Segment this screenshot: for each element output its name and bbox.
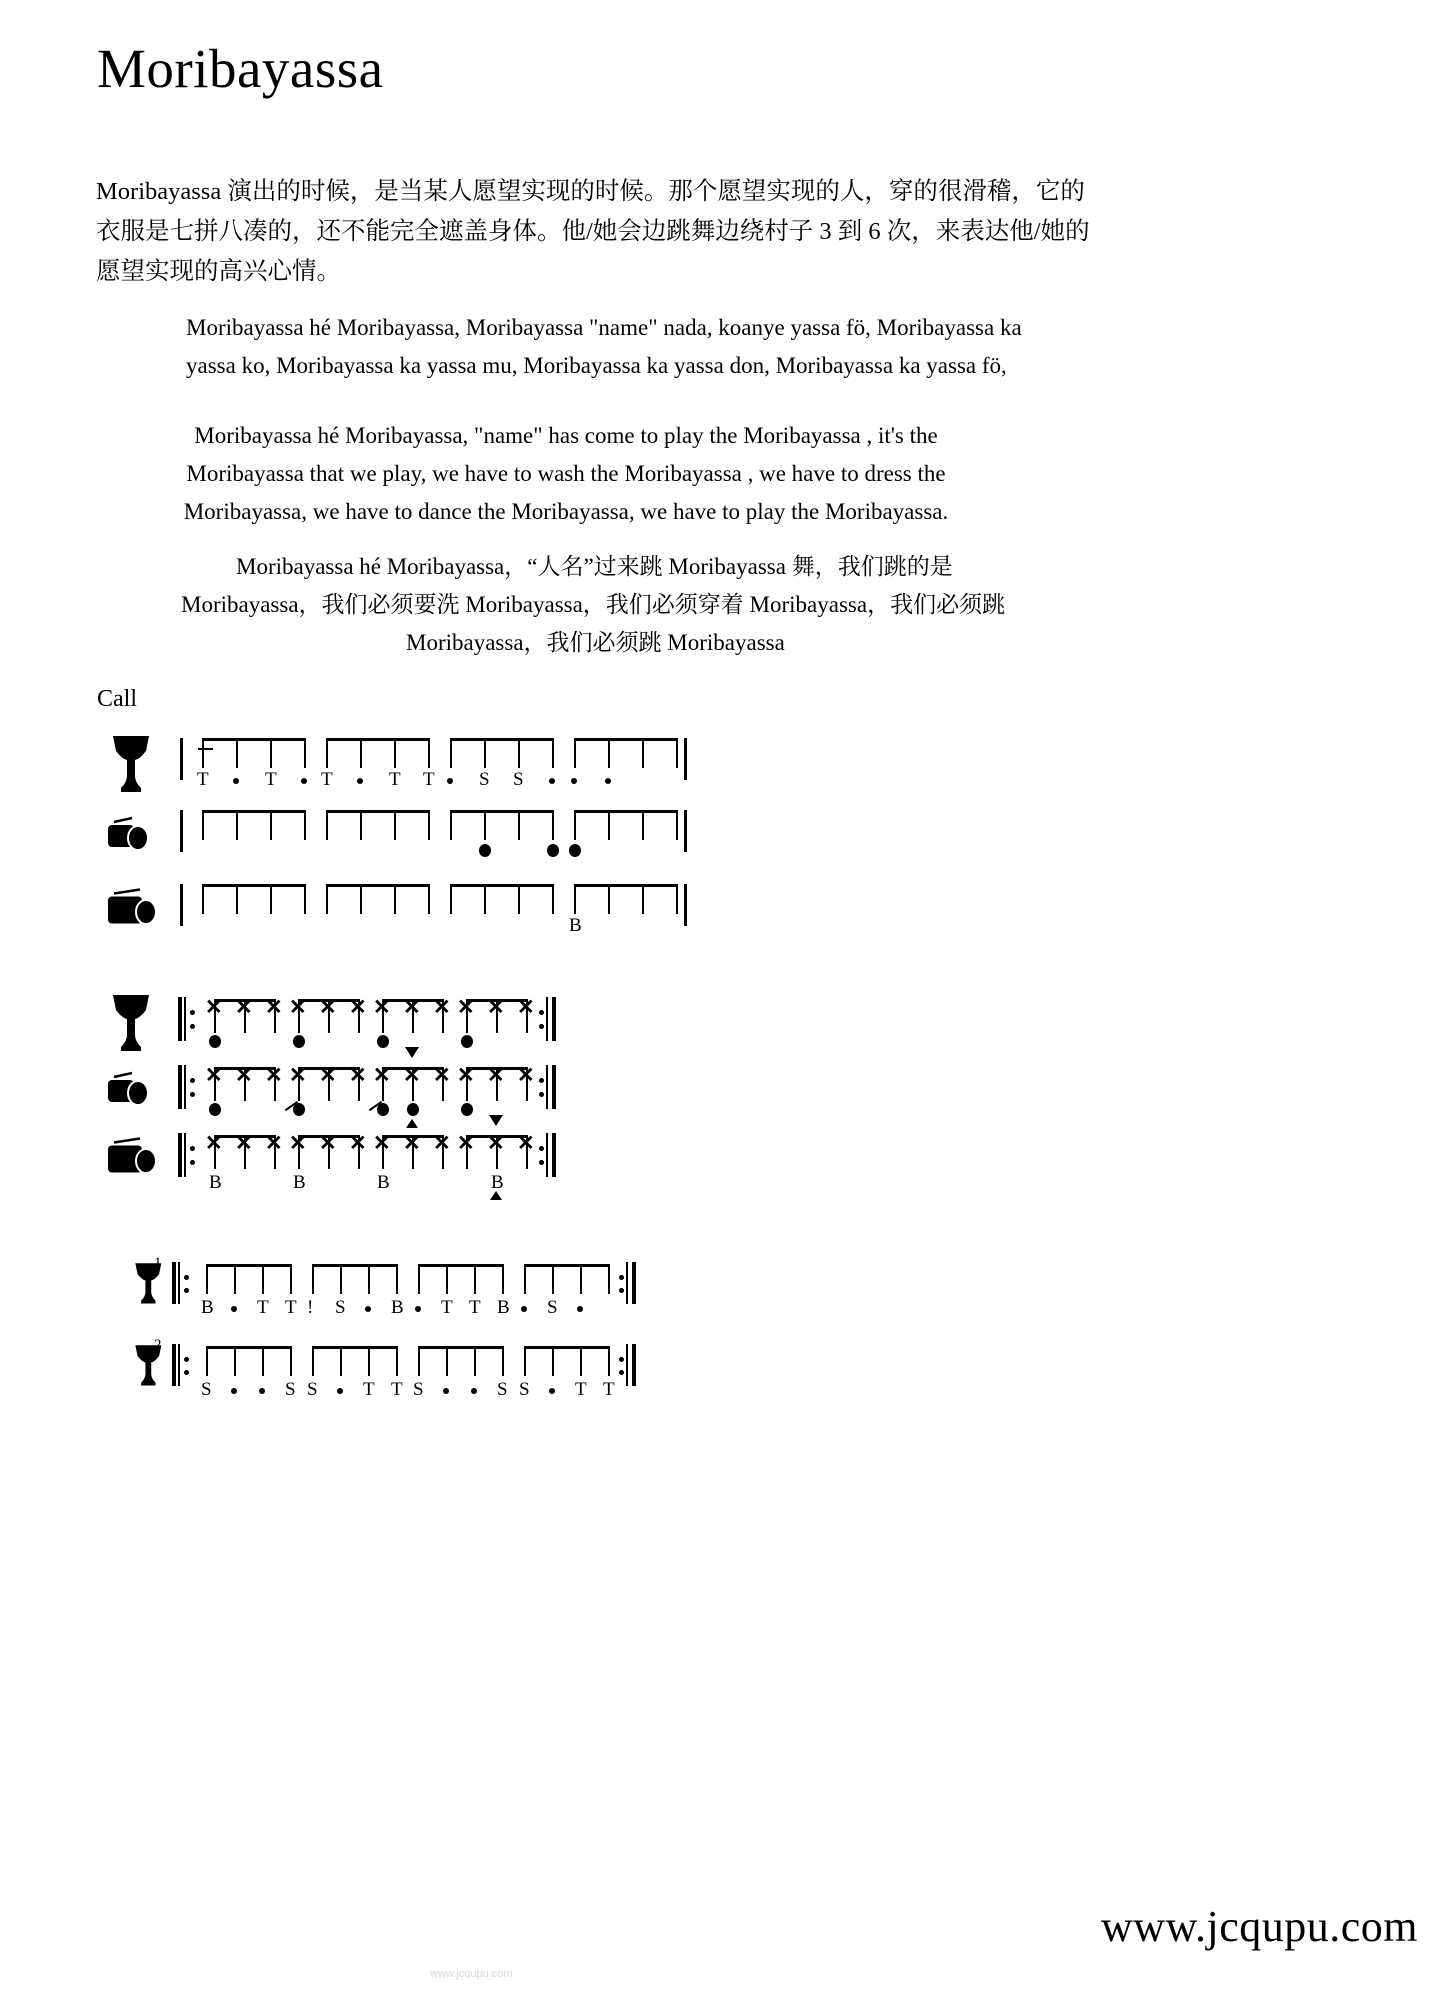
stroke-letter: T [441, 1297, 453, 1318]
intro-line: Moribayassa 演出的时候，是当某人愿望实现的时候。那个愿望实现的人，穿的很滑稽，它的 [96, 178, 1085, 205]
stroke-letter: B [497, 1297, 510, 1318]
measure-area [170, 985, 690, 1059]
verse-chinese [96, 548, 1036, 662]
stroke-letter: T [389, 769, 401, 790]
x-notehead: ✕ [373, 1132, 391, 1155]
x-notehead: ✕ [349, 1132, 367, 1155]
stroke-letter: T [257, 1297, 269, 1318]
x-notehead: ✕ [265, 1064, 283, 1087]
rest-dot [365, 1306, 371, 1312]
rest-dot [549, 778, 555, 784]
filled-notehead [209, 1035, 221, 1048]
stroke-letter: S [413, 1379, 424, 1400]
measure-area [170, 726, 690, 800]
x-notehead: ✕ [433, 1064, 451, 1087]
stroke-letter: B [293, 1172, 306, 1193]
stroke-letter: T [285, 1297, 297, 1318]
barline [180, 884, 183, 926]
x-notehead: ✕ [517, 996, 535, 1019]
stroke-letter: B [391, 1297, 404, 1318]
stroke-letter: B [209, 1172, 222, 1193]
x-notehead: ✕ [319, 1064, 337, 1087]
stroke-letter: T [197, 769, 209, 790]
verse-line: yassa ko, Moribayassa ka yassa mu, Moribayassa ka yassa don, Moribayassa ka yassa fö, [186, 353, 1007, 378]
x-notehead: ✕ [289, 1064, 307, 1087]
footer-url: www.jcqupu.com [1101, 1902, 1418, 1951]
rest-dot [471, 1388, 477, 1394]
x-notehead: ✕ [487, 1064, 505, 1087]
repeat-end-sign [538, 1133, 558, 1177]
filled-notehead [377, 1035, 389, 1048]
accent-down-icon [405, 1047, 419, 1058]
filled-notehead [293, 1035, 305, 1048]
stroke-letter: T [603, 1379, 615, 1400]
x-notehead: ✕ [265, 996, 283, 1019]
verse-line: Moribayassa，我们必须跳 Moribayassa [406, 630, 785, 655]
repeat-end-sign [618, 1262, 638, 1304]
barline [180, 738, 183, 780]
x-notehead: ✕ [265, 1132, 283, 1155]
measure-area [170, 798, 690, 872]
x-notehead: ✕ [457, 996, 475, 1019]
stroke-letter: T [469, 1297, 481, 1318]
filled-notehead [293, 1103, 305, 1116]
x-notehead: ✕ [433, 1132, 451, 1155]
x-notehead: ✕ [517, 1064, 535, 1087]
dunun-large-icon [100, 872, 162, 946]
stroke-letter: S [479, 769, 490, 790]
barline [684, 810, 687, 852]
verse-line: Moribayassa，我们必须要洗 Moribayassa，我们必须穿着 Moribayassa，我们必须跳 [181, 592, 1006, 617]
call-label: Call [97, 686, 137, 712]
measure-area [170, 872, 690, 946]
x-notehead: ✕ [205, 996, 223, 1019]
barline [684, 884, 687, 926]
verse-line: Moribayassa, we have to dance the Moribayassa, we have to play the Moribayassa. [183, 499, 949, 524]
repeat-start-sign [178, 1133, 198, 1177]
repeat-start-sign [178, 997, 198, 1041]
stroke-letter: B [569, 915, 582, 936]
measure-area [166, 1250, 706, 1324]
stroke-letter: S [513, 769, 524, 790]
x-notehead: ✕ [517, 1132, 535, 1155]
stroke-letter: B [377, 1172, 390, 1193]
filled-notehead [377, 1103, 389, 1116]
x-notehead: ✕ [433, 996, 451, 1019]
filled-notehead [569, 844, 581, 857]
rest-dot [415, 1306, 421, 1312]
repeat-end-sign [538, 997, 558, 1041]
x-notehead: ✕ [373, 1064, 391, 1087]
verse-line: Moribayassa that we play, we have to wash the Moribayassa , we have to dress the [186, 461, 946, 486]
filled-notehead [407, 1103, 419, 1116]
repeat-end-sign [618, 1344, 638, 1386]
x-notehead: ✕ [235, 996, 253, 1019]
verse-line: Moribayassa hé Moribayassa, Moribayassa "name" nada, koanye yassa fö, Moribayassa ka [186, 315, 1022, 340]
stroke-letter: S [497, 1379, 508, 1400]
stroke-letter: T [321, 769, 333, 790]
stroke-letter: S [335, 1297, 346, 1318]
rest-dot [443, 1388, 449, 1394]
x-notehead: ✕ [319, 1132, 337, 1155]
x-notehead: ✕ [349, 1064, 367, 1087]
measure-area [166, 1332, 706, 1406]
stroke-letter: T [423, 769, 435, 790]
rest-dot [605, 778, 611, 784]
repeat-end-sign [538, 1065, 558, 1109]
rest-dot [549, 1388, 555, 1394]
x-notehead: ✕ [403, 1132, 421, 1155]
rest-dot [233, 778, 239, 784]
stroke-letter: B [491, 1172, 504, 1193]
x-notehead: ✕ [487, 996, 505, 1019]
rest-dot [301, 778, 307, 784]
rest-dot [231, 1388, 237, 1394]
rest-dot [357, 778, 363, 784]
measure-area [170, 1121, 690, 1195]
intro-paragraph [96, 172, 1090, 292]
repeat-start-sign [172, 1344, 192, 1386]
x-notehead: ✕ [457, 1132, 475, 1155]
rest-dot [571, 778, 577, 784]
x-notehead: ✕ [205, 1064, 223, 1087]
filled-notehead [547, 844, 559, 857]
stroke-letter: T [363, 1379, 375, 1400]
x-notehead: ✕ [289, 1132, 307, 1155]
filled-notehead [209, 1103, 221, 1116]
rest-dot [521, 1306, 527, 1312]
x-notehead: ✕ [289, 996, 307, 1019]
djembe-icon [126, 1256, 171, 1309]
accent-down-icon [489, 1115, 503, 1126]
verse-english [96, 417, 1036, 531]
filled-notehead [461, 1035, 473, 1048]
intro-line: 愿望实现的高兴心情。 [96, 258, 341, 285]
verse-line: Moribayassa hé Moribayassa, "name" has come to play the Moribayassa , it's the [194, 423, 938, 448]
x-notehead: ✕ [403, 1064, 421, 1087]
stroke-letter: S [519, 1379, 530, 1400]
x-notehead: ✕ [319, 996, 337, 1019]
x-notehead: ✕ [373, 996, 391, 1019]
verse-malinke [96, 309, 1036, 385]
dunun-small-icon [100, 1053, 162, 1127]
stroke-letter: S [285, 1379, 296, 1400]
repeat-start-sign [178, 1065, 198, 1109]
rest-dot [259, 1388, 265, 1394]
stroke-letter: ! [307, 1297, 314, 1318]
page-title: Moribayassa [97, 38, 384, 99]
stroke-letter: T [575, 1379, 587, 1400]
dunun-large-icon [100, 1121, 162, 1195]
rest-dot [337, 1388, 343, 1394]
ending-number: 1 [154, 1255, 162, 1271]
intro-line: 衣服是七拼八凑的，还不能完全遮盖身体。他/她会边跳舞边绕村子 3 到 6 次，来表达他/她的 [96, 218, 1090, 245]
rest-dot [231, 1306, 237, 1312]
x-notehead: ✕ [457, 1064, 475, 1087]
stroke-letter: B [201, 1297, 214, 1318]
ending-number: 2 [154, 1337, 162, 1353]
dunun-small-icon [100, 798, 162, 872]
djembe-icon [126, 1338, 171, 1391]
watermark: www.jcqupu.com [430, 1968, 513, 1980]
x-notehead: ✕ [349, 996, 367, 1019]
barline [684, 738, 687, 780]
x-notehead: ✕ [235, 1064, 253, 1087]
barline [180, 810, 183, 852]
stroke-letter: T [265, 769, 277, 790]
rest-dot [447, 778, 453, 784]
stroke-letter: S [307, 1379, 318, 1400]
rest-dot [577, 1306, 583, 1312]
stroke-letter: T [391, 1379, 403, 1400]
repeat-start-sign [172, 1262, 192, 1304]
verse-line: Moribayassa hé Moribayassa，“人名”过来跳 Moribayassa 舞，我们跳的是 [236, 554, 953, 579]
filled-notehead [479, 844, 491, 857]
stroke-letter: S [201, 1379, 212, 1400]
x-notehead: ✕ [235, 1132, 253, 1155]
djembe-icon [100, 985, 162, 1059]
accent-up-icon [490, 1191, 502, 1200]
measure-area [170, 1053, 690, 1127]
x-notehead: ✕ [403, 996, 421, 1019]
flag-mark [198, 748, 213, 750]
x-notehead: ✕ [487, 1132, 505, 1155]
djembe-icon [100, 726, 162, 800]
filled-notehead [461, 1103, 473, 1116]
x-notehead: ✕ [205, 1132, 223, 1155]
stroke-letter: S [547, 1297, 558, 1318]
